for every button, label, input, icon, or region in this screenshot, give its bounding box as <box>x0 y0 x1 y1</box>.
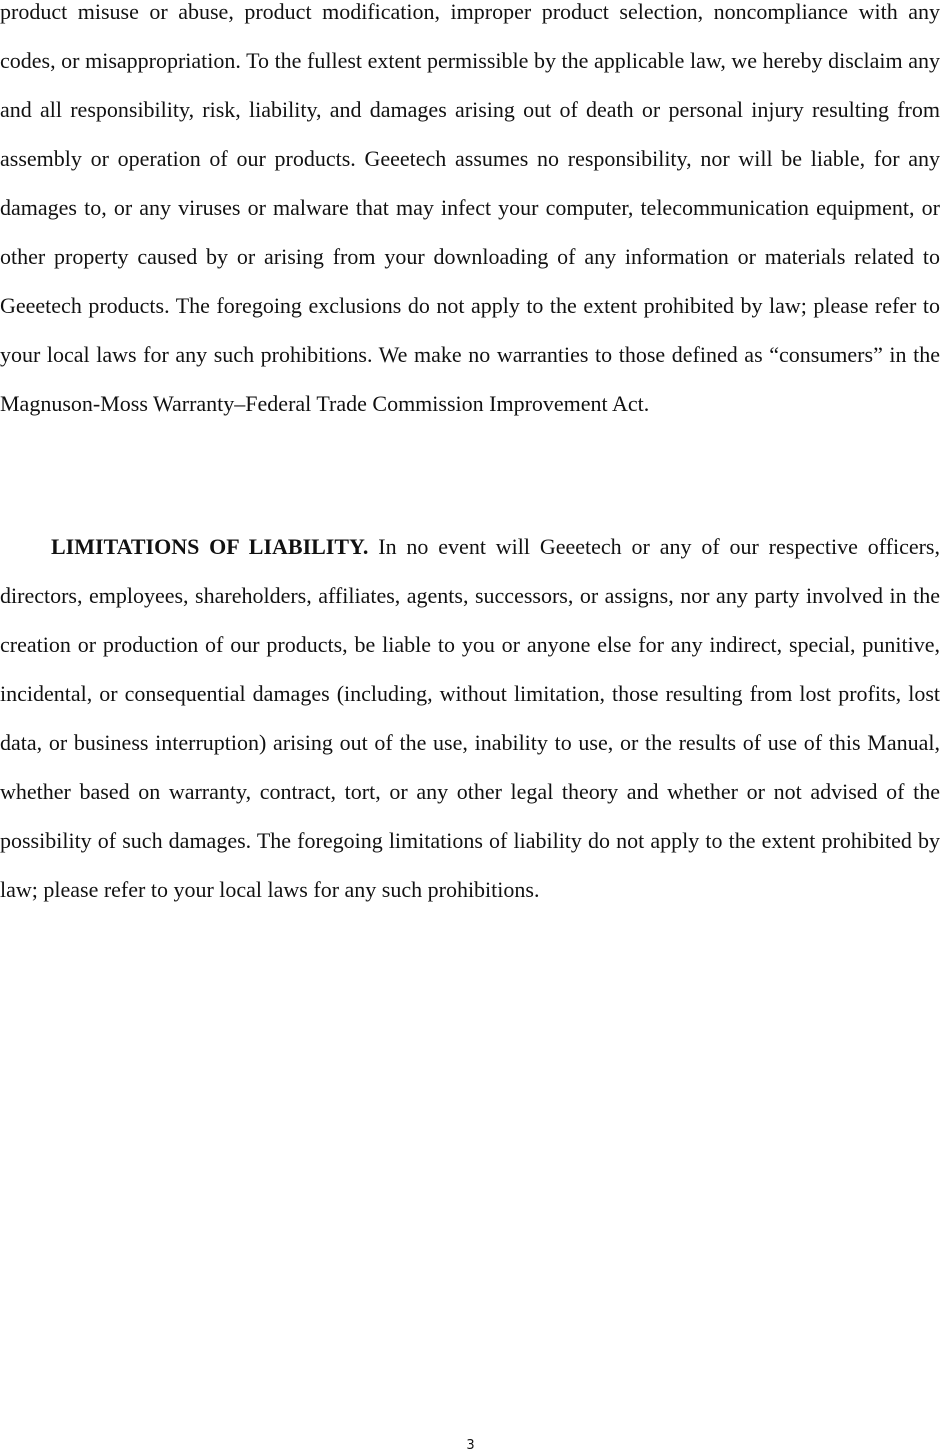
disclaimer-paragraph: product misuse or abuse, product modification, improper product selection, noncompliance with any codes, or misappropriation. To the fullest extent permissible by the applicable law, we hereby disclaim any and all responsibility, risk, liability, and damages arising out of death or personal injury resulting from assembly or operation of our products. Geeetech assumes no responsibility, nor will be liable, for any damages to, or any viruses or malware that may infect your computer, telecommunication equipment, or other property caused by or arising from your downloading of any information or materials related to Geeetech products. The foregoing exclusions do not apply to the extent prohibited by law; please refer to your local laws for any such prohibitions. We make no warranties to those defined as “consumers” in the Magnuson-Moss Warranty–Federal Trade Commission Improvement Act. <box>0 0 940 416</box>
limitations-of-liability-body: In no event will Geeetech or any of our respective officers, directors, employees, shareholders, affiliates, agents, successors, or assigns, nor any party involved in the creation or production of our products, be liable to you or anyone else for any indirect, special, punitive, incidental, or consequential damages (including, without limitation, those resulting from lost profits, lost data, or business interruption) arising out of the use, inability to use, or the results of use of this Manual, whether based on warranty, contract, tort, or any other legal theory and whether or not advised of the possibility of such damages. The foregoing limitations of liability do not apply to the extent prohibited by law; please refer to your local laws for any such prohibitions. <box>0 534 940 902</box>
page-number: 3 <box>466 1438 475 1453</box>
limitations-of-liability-heading: LIMITATIONS OF LIABILITY. <box>51 534 369 559</box>
limitations-of-liability-paragraph <box>0 522 940 914</box>
